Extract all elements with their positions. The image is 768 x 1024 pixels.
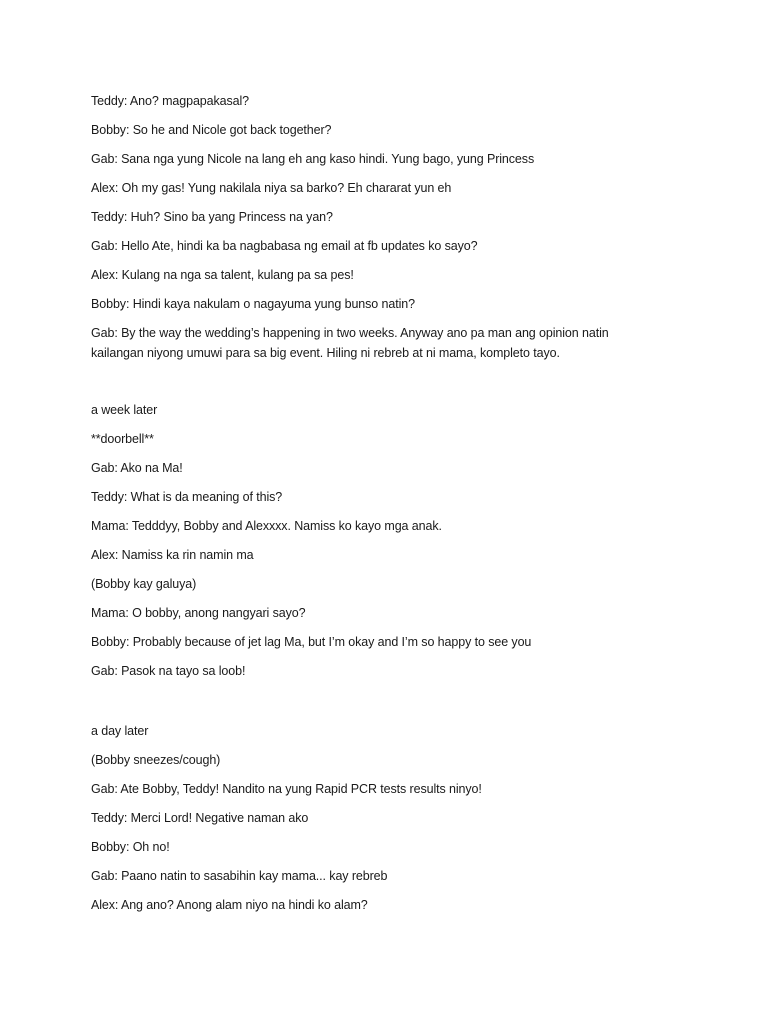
dialogue-line: Gab: By the way the wedding’s happening in two weeks. Anyway ano pa man ang opinion natin kailangan niyong umuwi para sa big event. Hiling ni rebreb at ni mama, kompleto tayo. bbox=[91, 326, 609, 360]
sound-effect: **doorbell** bbox=[91, 432, 154, 446]
dialogue-line: Teddy: What is da meaning of this? bbox=[91, 490, 283, 504]
scene-heading: a week later bbox=[91, 403, 158, 417]
dialogue-line: Gab: Paano natin to sasabihin kay mama... kay rebreb bbox=[91, 869, 388, 883]
dialogue-line: Gab: Hello Ate, hindi ka ba nagbabasa ng email at fb updates ko sayo? bbox=[91, 239, 478, 253]
dialogue-line: Gab: Pasok na tayo sa loob! bbox=[91, 664, 246, 678]
stage-direction: (Bobby sneezes/cough) bbox=[91, 753, 221, 767]
dialogue-line: Gab: Ate Bobby, Teddy! Nandito na yung Rapid PCR tests results ninyo! bbox=[91, 782, 482, 796]
stage-direction: (Bobby kay galuya) bbox=[91, 577, 197, 591]
dialogue-line: Mama: Tedddyy, Bobby and Alexxxx. Namiss ko kayo mga anak. bbox=[91, 519, 442, 533]
dialogue-line: Bobby: Hindi kaya nakulam o nagayuma yung bunso natin? bbox=[91, 297, 415, 311]
dialogue-line: Gab: Sana nga yung Nicole na lang eh ang kaso hindi. Yung bago, yung Princess bbox=[91, 152, 535, 166]
dialogue-line: Alex: Namiss ka rin namin ma bbox=[91, 548, 254, 562]
dialogue-line: Bobby: Oh no! bbox=[91, 840, 170, 854]
dialogue-line: Teddy: Huh? Sino ba yang Princess na yan? bbox=[91, 210, 333, 224]
dialogue-line: Gab: Ako na Ma! bbox=[91, 461, 183, 475]
dialogue-line: Alex: Kulang na nga sa talent, kulang pa sa pes! bbox=[91, 268, 354, 282]
dialogue-line: Mama: O bobby, anong nangyari sayo? bbox=[91, 606, 306, 620]
dialogue-line: Teddy: Ano? magpapakasal? bbox=[91, 94, 250, 108]
dialogue-line: Alex: Ang ano? Anong alam niyo na hindi ko alam? bbox=[91, 898, 368, 912]
dialogue-line: Alex: Oh my gas! Yung nakilala niya sa barko? Eh chararat yun eh bbox=[91, 181, 452, 195]
scene-heading: a day later bbox=[91, 724, 149, 738]
dialogue-line: Bobby: Probably because of jet lag Ma, but I’m okay and I’m so happy to see you bbox=[91, 635, 532, 649]
dialogue-line: Teddy: Merci Lord! Negative naman ako bbox=[91, 811, 309, 825]
dialogue-line: Bobby: So he and Nicole got back together? bbox=[91, 123, 332, 137]
